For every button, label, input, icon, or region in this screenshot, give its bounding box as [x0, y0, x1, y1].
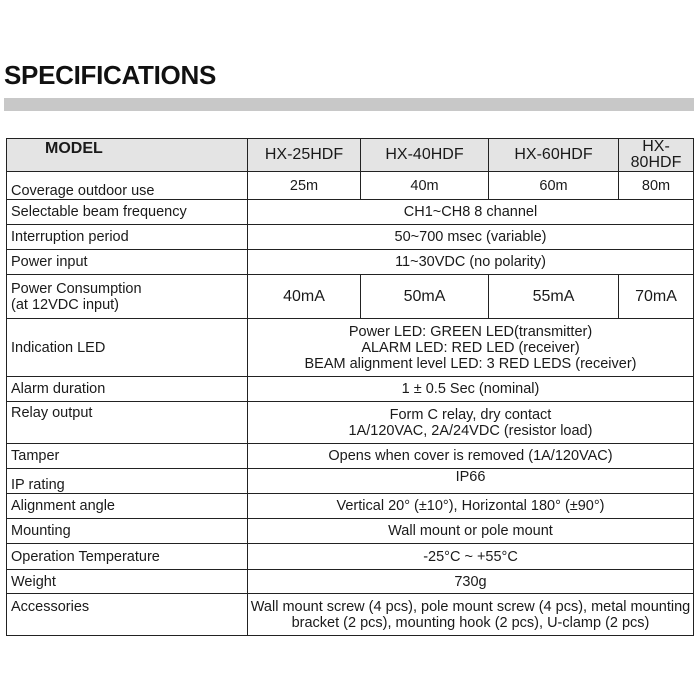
cell-value: 40mA	[248, 275, 361, 319]
table-row	[7, 225, 694, 250]
table-row	[7, 469, 694, 494]
row-label: Accessories	[7, 594, 248, 636]
title-divider-bar	[4, 98, 694, 111]
cell-value: Opens when cover is removed (1A/120VAC)	[248, 444, 694, 469]
cell-value: 40m	[361, 172, 489, 200]
table-row	[7, 519, 694, 544]
model-header: MODEL	[7, 139, 248, 172]
table-row	[7, 250, 694, 275]
cell-value: 70mA	[619, 275, 694, 319]
row-label: Relay output	[7, 402, 248, 444]
cell-value: Form C relay, dry contact 1A/120VAC, 2A/24VDC (resistor load)	[248, 402, 694, 444]
table-header-row	[7, 139, 694, 172]
cell-value: 11~30VDC (no polarity)	[248, 250, 694, 275]
table-row	[7, 570, 694, 594]
table-row	[7, 172, 694, 200]
row-label: Interruption period	[7, 225, 248, 250]
model-hx-60hdf: HX-60HDF	[489, 139, 619, 172]
row-label: Alignment angle	[7, 494, 248, 519]
table-row	[7, 402, 694, 444]
row-label: Power Consumption (at 12VDC input)	[7, 275, 248, 319]
row-label: Tamper	[7, 444, 248, 469]
row-label: Alarm duration	[7, 377, 248, 402]
row-label: Coverage outdoor use	[7, 172, 248, 200]
cell-value: CH1~CH8 8 channel	[248, 200, 694, 225]
cell-value: Power LED: GREEN LED(transmitter) ALARM LED: RED LED (receiver) BEAM alignment level LED: 3 RED LEDS (receiver)	[248, 319, 694, 377]
row-label: Selectable beam frequency	[7, 200, 248, 225]
model-hx-25hdf: HX-25HDF	[248, 139, 361, 172]
cell-value: 55mA	[489, 275, 619, 319]
table-row	[7, 544, 694, 570]
table-row	[7, 444, 694, 469]
row-label: Mounting	[7, 519, 248, 544]
cell-value: 80m	[619, 172, 694, 200]
row-label: Operation Temperature	[7, 544, 248, 570]
table-row	[7, 200, 694, 225]
cell-value: 50~700 msec (variable)	[248, 225, 694, 250]
table-row	[7, 594, 694, 636]
row-label: IP rating	[7, 469, 248, 494]
model-hx-80hdf: HX-80HDF	[619, 139, 694, 172]
table-row	[7, 275, 694, 319]
page-title: SPECIFICATIONS	[4, 60, 217, 90]
row-label: Weight	[7, 570, 248, 594]
cell-value: Wall mount or pole mount	[248, 519, 694, 544]
model-hx-40hdf: HX-40HDF	[361, 139, 489, 172]
cell-value: -25°C ~ +55°C	[248, 544, 694, 570]
row-label: Power input	[7, 250, 248, 275]
specifications-table	[6, 138, 694, 636]
table-row	[7, 494, 694, 519]
table-row	[7, 319, 694, 377]
cell-value: 50mA	[361, 275, 489, 319]
cell-value: 1 ± 0.5 Sec (nominal)	[248, 377, 694, 402]
cell-value: IP66	[248, 469, 694, 494]
row-label: Indication LED	[7, 319, 248, 377]
cell-value: 60m	[489, 172, 619, 200]
table-row	[7, 377, 694, 402]
cell-value: Wall mount screw (4 pcs), pole mount screw (4 pcs), metal mounting bracket (2 pcs), mounting hook (2 pcs), U-clamp (2 pcs)	[248, 594, 694, 636]
cell-value: 730g	[248, 570, 694, 594]
cell-value: 25m	[248, 172, 361, 200]
cell-value: Vertical 20° (±10°), Horizontal 180° (±90°)	[248, 494, 694, 519]
